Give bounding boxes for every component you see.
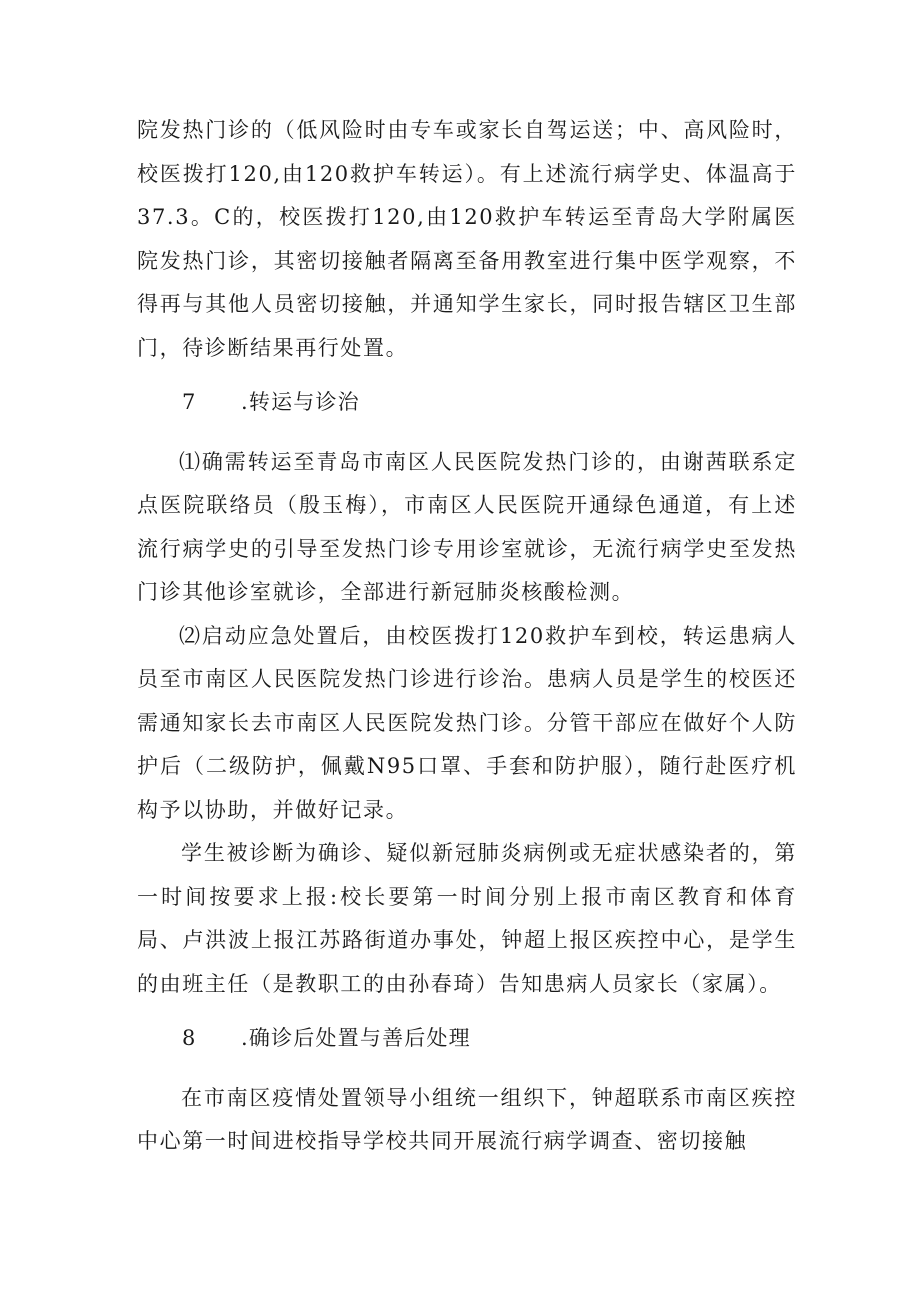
- paragraph-item-1: ⑴确需转运至青岛市南区人民医院发热门诊的，由谢茜联系定点医院联络员（殷玉梅），市南区人民医院开通绿色通道，有上述流行病学史的引导至发热门诊专用诊室就诊，无流行病学史至发热门诊其他诊室就诊，全部进行新冠肺炎核酸检测。: [137, 449, 797, 604]
- paragraph-item-2: ⑵启动应急处置后，由校医拨打120救护车到校，转运患病人员至市南区人民医院发热门诊进行诊治。患病人员是学生的校医还需通知家长去市南区人民医院发热门诊。分管干部应在做好个人防护后（二级防护，佩戴N95口罩、手套和防护服），随行赴医疗机构予以协助，并做好记录。: [137, 623, 797, 822]
- section-title: .确诊后处置与善后处理: [241, 1026, 471, 1050]
- section-heading-8: [137, 1017, 797, 1061]
- paragraph-post-diagnosis: 在市南区疫情处置领导小组统一组织下，钟超联系市南区疾控中心第一时间进校指导学校共同开展流行病学调查、密切接触: [137, 1085, 797, 1153]
- document-body: [137, 109, 797, 1164]
- section-number: 7: [182, 390, 197, 414]
- section-number: 8: [182, 1026, 197, 1050]
- section-title: .转运与诊治: [241, 390, 360, 414]
- section-heading-7: [137, 381, 797, 425]
- paragraph-reporting: 学生被诊断为确诊、疑似新冠肺炎病例或无症状感染者的，第一时间按要求上报:校长要第一时间分别上报市南区教育和体育局、卢洪波上报江苏路街道办事处，钟超上报区疾控中心，是学生的由班主任（是教职工的由孙春琦）告知患病人员家长（家属）。: [137, 841, 797, 996]
- paragraph-fever-clinic-transfer: 院发热门诊的（低风险时由专车或家长自驾运送；中、高风险时，校医拨打120,由120救护车转运）。有上述流行病学史、体温高于37.3。C的，校医拨打120,由120救护车转运至青岛大学附属医院发热门诊，其密切接触者隔离至备用教室进行集中医学观察，不得再与其他人员密切接触，并通知学生家长，同时报告辖区卫生部门，待诊断结果再行处置。: [137, 118, 797, 360]
